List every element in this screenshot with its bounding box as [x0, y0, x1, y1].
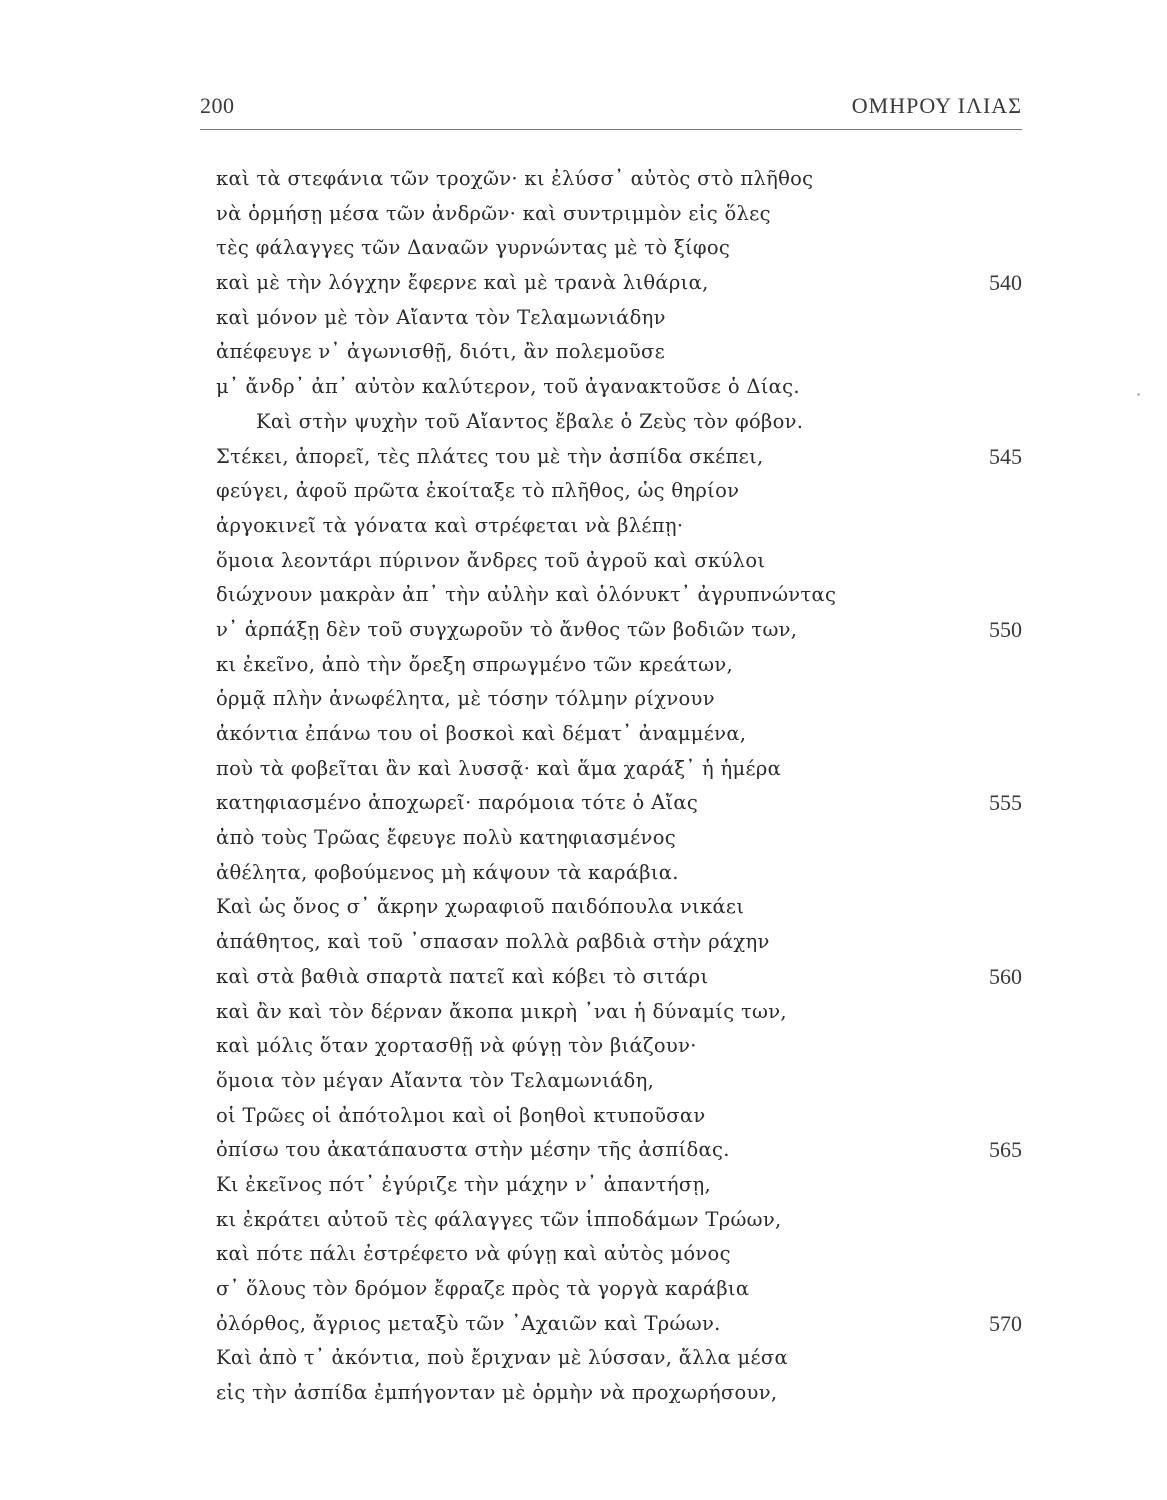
verse-line: [216, 752, 1022, 787]
verse-line: [216, 960, 1022, 995]
verse-text: καὶ πότε πάλι ἐστρέφετο νὰ φύγῃ καὶ αὐτὸς μόνος: [216, 1242, 731, 1266]
line-number: 545: [989, 443, 1022, 469]
verse-line: [216, 1168, 1022, 1203]
verse-line: [216, 405, 1022, 440]
verse-text: ὀλόρθος, ἄγριος μεταξὺ τῶν ᾽Αχαιῶν καὶ Τρώων.: [216, 1311, 721, 1335]
verse-line: [216, 301, 1022, 336]
verse-text: οἱ Τρῶες οἱ ἀπότολμοι καὶ οἱ βοηθοὶ κτυποῦσαν: [216, 1103, 706, 1127]
line-number: 565: [989, 1137, 1022, 1163]
verse-text: κι ἐκράτει αὐτοῦ τὲς φάλαγγες τῶν ἱπποδάμων Τρώων,: [216, 1207, 782, 1231]
verse-text: Κι ἐκεῖνος πότ᾽ ἐγύριζε τὴν μάχην ν᾽ ἀπαντήσῃ,: [216, 1172, 711, 1196]
verse-line: [216, 370, 1022, 405]
verse-line: [216, 335, 1022, 370]
verse-text: κατηφιασμένο ἀποχωρεῖ· παρόμοια τότε ὁ Αἴας: [216, 791, 699, 815]
page-number: 200: [200, 93, 235, 118]
verse-text: καὶ τὰ στεφάνια τῶν τροχῶν· κι ἐλύσσ᾽ αὐτὸς στὸ πλῆθος: [216, 167, 814, 190]
verse-text: ἀπάθητος, καὶ τοῦ ᾽σπασαν πολλὰ ραβδιὰ στὴν ράχην: [216, 930, 770, 954]
page-header: [200, 93, 1022, 123]
verse-text: Καὶ ὡς ὄνος σ᾽ ἄκρην χωραφιοῦ παιδόπουλα νικάει: [216, 895, 745, 919]
verse-line: [216, 890, 1022, 925]
verse-line: [216, 925, 1022, 960]
verse-text: ἀθέλητα, φοβούμενος μὴ κάψουν τὰ καράβια.: [216, 860, 679, 884]
verse-line: [216, 856, 1022, 891]
line-number: 560: [989, 963, 1022, 989]
verse-text: ἀπὸ τοὺς Τρῶας ἔφευγε πολὺ κατηφιασμένος: [216, 826, 676, 850]
verse-line: [216, 197, 1022, 232]
verse-line: [216, 1133, 1022, 1168]
verse-line: [216, 162, 1022, 197]
verse-text: ν᾽ ἁρπάξῃ δὲν τοῦ συγχωροῦν τὸ ἄνθος τῶν βοδιῶν των,: [216, 617, 798, 641]
verse-text: διώχνουν μακρὰν ἀπ᾽ τὴν αὐλὴν καὶ ὁλόνυκτ᾽ ἀγρυπνώντας: [216, 583, 837, 607]
verse-text: ὀπίσω του ἀκατάπαυστα στὴν μέσην τῆς ἀσπίδας.: [216, 1138, 730, 1162]
verse-line: [216, 231, 1022, 266]
verse-text: σ᾽ ὅλους τὸν δρόμον ἔφραζε πρὸς τὰ γοργὰ καράβια: [216, 1277, 750, 1300]
verse-line: [216, 1099, 1022, 1134]
verse-text: ἀπέφευγε ν᾽ ἀγωνισθῇ, διότι, ἂν πολεμοῦσε: [216, 340, 665, 364]
verse-text: καὶ ἂν καὶ τὸν δέρναν ἄκοπα μικρὴ ᾽ναι ἡ δύναμίς των,: [216, 999, 787, 1023]
verse-text: ὅμοια τὸν μέγαν Αἴαντα τὸν Τελαμωνιάδη,: [216, 1068, 655, 1092]
running-title: ΟΜΗΡΟΥ ΙΛΙΑΣ: [851, 93, 1022, 118]
line-number: 540: [989, 270, 1022, 296]
verse-line: [216, 509, 1022, 544]
verse-text: εἰς τὴν ἀσπίδα ἐμπήγονταν μὲ ὁρμὴν νὰ προχωρήσουν,: [216, 1381, 778, 1405]
verse-line: [216, 1307, 1022, 1342]
verse-text: ἀργοκινεῖ τὰ γόνατα καὶ στρέφεται νὰ βλέπῃ·: [216, 513, 684, 537]
line-number: 550: [989, 616, 1022, 642]
verse-text: Καὶ ἀπὸ τ᾽ ἀκόντια, ποὺ ἔριχναν μὲ λύσσαν, ἄλλα μέσα: [216, 1346, 788, 1370]
verse-line: [216, 1272, 1022, 1307]
verse-line: [216, 613, 1022, 648]
verse-text: καὶ στὰ βαθιὰ σπαρτὰ πατεῖ καὶ κόβει τὸ σιτάρι: [216, 964, 709, 988]
verse-line: [216, 1341, 1022, 1376]
verse-line: [216, 786, 1022, 821]
verse-text: ὅμοια λεοντάρι πύρινον ἄνδρες τοῦ ἀγροῦ καὶ σκύλοι: [216, 548, 766, 572]
verse-text: ὁρμᾷ πλὴν ἀνωφέλητα, μὲ τόσην τόλμην ρίχνουν: [216, 687, 715, 711]
verse-line: [216, 544, 1022, 579]
verse-line: [216, 1203, 1022, 1238]
verse-line: [216, 266, 1022, 301]
line-number: 570: [989, 1310, 1022, 1336]
verse-line: [216, 440, 1022, 475]
verse-text: καὶ μὲ τὴν λόγχην ἔφερνε καὶ μὲ τρανὰ λιθάρια,: [216, 271, 709, 295]
verse-line: [216, 578, 1022, 613]
verse-text: νὰ ὁρμήσῃ μέσα τῶν ἀνδρῶν· καὶ συντριμμὸν εἰς ὅλες: [216, 201, 771, 225]
verse-line: [216, 474, 1022, 509]
verse-line: [216, 1029, 1022, 1064]
verse-text: καὶ μόνον μὲ τὸν Αἴαντα τὸν Τελαμωνιάδην: [216, 305, 666, 329]
line-number: 555: [989, 790, 1022, 816]
header-rule: [200, 129, 1022, 130]
verse-text: φεύγει, ἀφοῦ πρῶτα ἐκοίταξε τὸ πλῆθος, ὡς θηρίον: [216, 479, 740, 503]
verse-line: [216, 1064, 1022, 1099]
paper-speck: [1137, 393, 1140, 396]
verse-text: κι ἐκεῖνο, ἀπὸ τὴν ὄρεξη σπρωγμένο τῶν κρεάτων,: [216, 652, 734, 676]
verse-text: καὶ μόλις ὅταν χορτασθῇ νὰ φύγῃ τὸν βιάζουν·: [216, 1034, 697, 1058]
verse-line: [216, 682, 1022, 717]
verse-line: [216, 717, 1022, 752]
verse-text: Στέκει, ἀπορεῖ, τὲς πλάτες του μὲ τὴν ἀσπίδα σκέπει,: [216, 444, 764, 468]
verse-line: [216, 1237, 1022, 1272]
verse-text: ἀκόντια ἐπάνω του οἱ βοσκοὶ καὶ δέματ᾽ ἀναμμένα,: [216, 722, 747, 745]
verse-line: [216, 648, 1022, 683]
verse-line: [216, 1376, 1022, 1411]
verse-text: Καὶ στὴν ψυχὴν τοῦ Αἴαντος ἔβαλε ὁ Ζεὺς τὸν φόβον.: [256, 409, 804, 433]
verse-line: [216, 821, 1022, 856]
verse-text: ποὺ τὰ φοβεῖται ἂν καὶ λυσσᾷ· καὶ ἅμα χαράξ᾽ ἡ ἡμέρα: [216, 756, 782, 780]
verse-line: [216, 995, 1022, 1030]
verse-text: τὲς φάλαγγες τῶν Δαναῶν γυρνώντας μὲ τὸ ξίφος: [216, 236, 731, 260]
verse-text: μ᾽ ἄνδρ᾽ ἀπ᾽ αὐτὸν καλύτερον, τοῦ ἀγανακτοῦσε ὁ Δίας.: [216, 375, 800, 399]
verse-list: [216, 162, 1022, 1411]
